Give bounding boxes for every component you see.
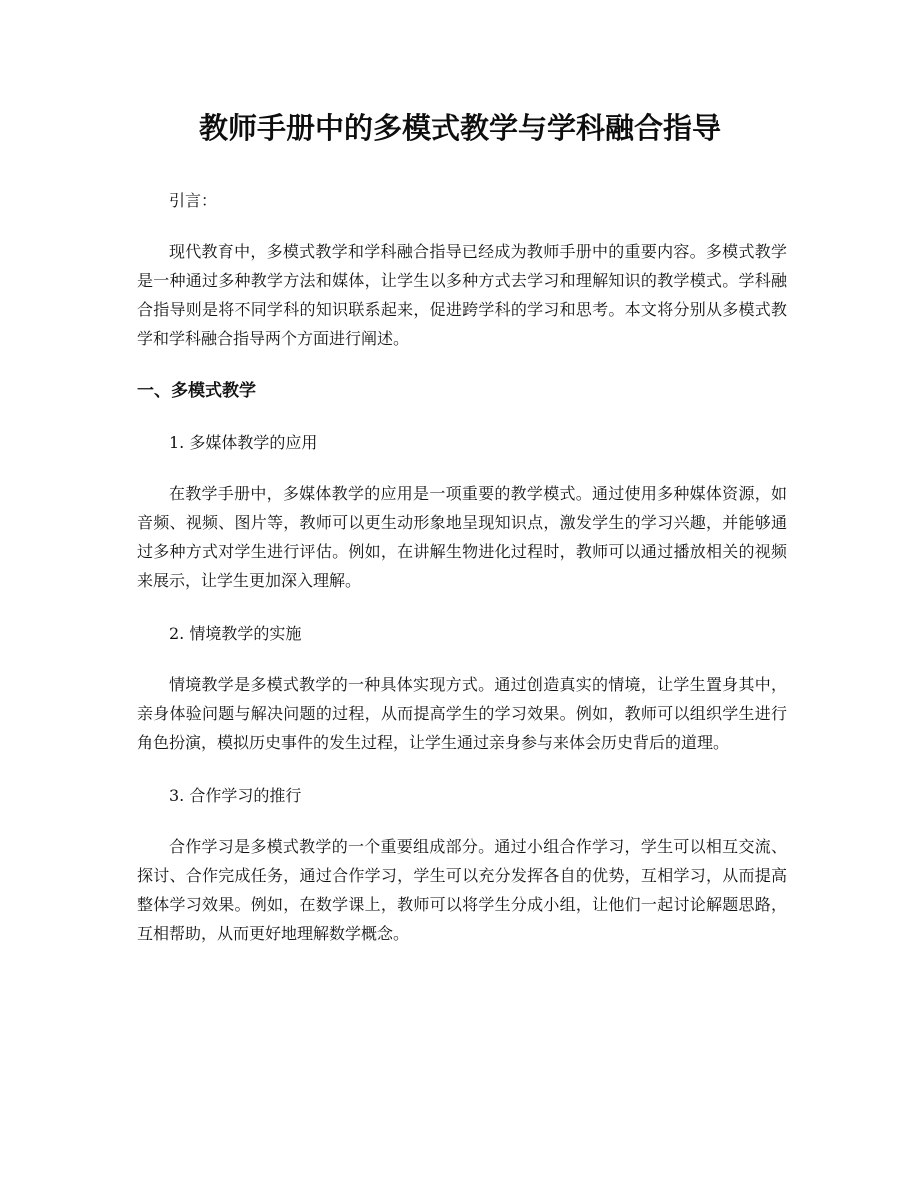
document-body	[137, 186, 787, 972]
subsection-paragraph-3: 合作学习是多模式教学的一个重要组成部分。通过小组合作学习，学生可以相互交流、探讨、合作完成任务，通过合作学习，学生可以充分发挥各自的优势，互相学习，从而提高整体学习效果。例如，在数学课上，教师可以将学生分成小组，让他们一起讨论解题思路，互相帮助，从而更好地理解数学概念。	[137, 837, 787, 943]
subsection-paragraph-1: 在教学手册中，多媒体教学的应用是一项重要的教学模式。通过使用多种媒体资源，如音频、视频、图片等，教师可以更生动形象地呈现知识点，激发学生的学习兴趣，并能够通过多种方式对学生进行评估。例如，在讲解生物进化过程时，教师可以通过播放相关的视频来展示，让学生更加深入理解。	[137, 484, 787, 590]
subsection-paragraph-2: 情境教学是多模式教学的一种具体实现方式。通过创造真实的情境，让学生置身其中，亲身体验问题与解决问题的过程，从而提高学生的学习效果。例如，教师可以组织学生进行角色扮演，模拟历史事件的发生过程，让学生通过亲身参与来体会历史背后的道理。	[137, 675, 787, 752]
document-title: 教师手册中的多模式教学与学科融合指导	[198, 111, 721, 145]
intro-label: 引言：	[169, 191, 218, 210]
section-heading-1: 一、多模式教学	[137, 381, 256, 401]
subsection-heading-1: 1. 多媒体教学的应用	[169, 433, 318, 452]
subsection-heading-2: 2. 情境教学的实施	[169, 624, 302, 643]
subsection-heading-3: 3. 合作学习的推行	[169, 786, 302, 805]
intro-paragraph: 现代教育中，多模式教学和学科融合指导已经成为教师手册中的重要内容。多模式教学是一种通过多种教学方法和媒体，让学生以多种方式去学习和理解知识的教学模式。学科融合指导则是将不同学科的知识联系起来，促进跨学科的学习和思考。本文将分别从多模式教学和学科融合指导两个方面进行阐述。	[137, 242, 787, 348]
